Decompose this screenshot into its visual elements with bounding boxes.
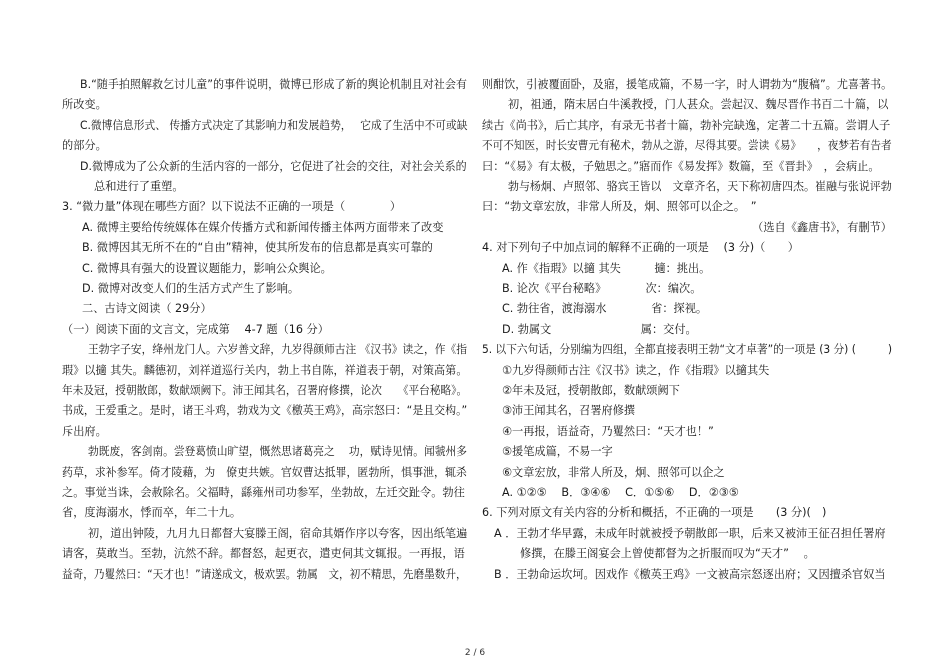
text-line: 药草，求补参军。倚才陵藉，为 僚吏共嫉。官奴曹达抵罪，匿勃所，惧事泄，辄杀 xyxy=(62,465,467,479)
text-line: 续古《尚书》，后亡其序，有录无书者十篇，勃补完缺逸，定著二十五篇。尝谓人子 xyxy=(482,118,891,132)
text-line: 修撰，在滕王阁宴会上曾使都督为之折服而叹为“天才” 。 xyxy=(520,547,815,561)
text-line: ③沛王闻其名，召署府修撰 xyxy=(502,404,636,418)
text-line: 4. 对下列句子中加点词的解释不正确的一项是 (3 分)（ ） xyxy=(482,241,799,255)
text-line: 二、古诗文阅读（ 29分） xyxy=(82,302,212,316)
text-line: 益奇，乃矍然曰：“天才也！”请遂成文，极欢罢。勃属 文，初不精思，先磨墨数升， xyxy=(62,567,467,581)
text-line: C.微博信息形式、 传播方式决定了其影响力和发展趋势， 它成了生活中不可或缺 xyxy=(80,118,468,132)
text-line: A ．王勃才华早露，未成年时就被授予朝散郎一职，后来又被沛王征召担任署府 xyxy=(494,526,886,540)
text-line: ⑤援笔成篇，不易一字 xyxy=(502,445,613,459)
text-line: （选自《鑫唐书》，有删节） xyxy=(752,220,892,234)
text-line: 则酣饮，引被覆面卧，及寤，援笔成篇，不易一字，时人谓勃为“腹稿”。尤喜著书。 xyxy=(482,78,893,91)
text-line: 初，道出钟陵，九月九日都督大宴滕王阁，宿命其婿作序以夸客，因出纸笔遍 xyxy=(88,526,468,540)
text-line: ⑥文章宏放，非常人所及，炯、照邻可以企之 xyxy=(502,465,725,479)
text-line: 6. 下列对原文有关内容的分析和概括，不正确的一项是 (3 分)( ) xyxy=(482,506,827,520)
text-line: 曰：“《易》有太极，子勉思之。”寤而作《易发挥》数篇，至《晋卦》 ，会病止。 xyxy=(482,159,880,173)
text-line: 省，度海溺水，悸而卒，年二十九。 xyxy=(62,506,242,520)
text-line: C. 勃往省，渡海溺水 省：探视。 xyxy=(502,302,708,316)
text-line: 斥出府。 xyxy=(62,424,107,438)
text-line: 5. 以下六句话，分别编为四组，全都直接表明王勃“文才卓著”的一项是 (3 分) ( ) xyxy=(482,343,893,357)
text-line: 总和进行了重塑。 xyxy=(94,180,184,193)
text-line: D. 勃属文 属：交付。 xyxy=(502,322,697,336)
text-line: 请客，莫敢当。至勃，沆然不辞。都督怒，起更衣，遣吏伺其文辄报。一再报，语 xyxy=(62,547,465,561)
text-line: 勃与杨炯、卢照邻、骆宾王皆以 文章齐名，天下称初唐四杰。崔融与张说评勃 xyxy=(508,180,892,193)
text-line: 王勃字子安，绛州龙门人。六岁善文辞，九岁得颜师古注 《汉书》读之，作《指 xyxy=(88,343,467,357)
text-line: B. 论次《平台秘略》 次：编次。 xyxy=(502,282,702,295)
text-line: （一）阅读下面的文言文，完成第 4-7 题（16 分） xyxy=(62,322,329,336)
page-number: 2 / 6 xyxy=(464,648,486,658)
text-line: 书成，王爱重之。是时，诸王斗鸡，勃戏为文《檄英王鸡》，高宗怒曰：“是且交构。” xyxy=(62,404,468,418)
text-line: 初，祖通，隋末居白牛溪教授，门人甚众。尝起汉、魏尽晋作书百二十篇，以 xyxy=(508,98,889,112)
text-line: B. 微博因其无所不在的“自由”精神，使其所发布的信息都是真实可靠的 xyxy=(82,241,433,255)
text-line: C. 微博具有强大的设置议题能力，影响公众舆论。 xyxy=(82,261,332,275)
text-line: D.微博成为了公众新的生活内容的一部分，它促进了社会的交往，对社会关系的 xyxy=(80,159,467,173)
text-line: B.“随手拍照解救乞讨儿童”的事件说明，微博已形成了新的舆论机制且对社会有 xyxy=(80,78,467,91)
text-line: 的部分。 xyxy=(62,139,107,153)
text-line: A. 微博主要给传统媒体在媒介传播方式和新闻传播主体两方面带来了改变 xyxy=(82,220,444,234)
text-line: 不可不知医，时长安曹元有秘术，勃从之游，尽得其要。尝读《易》 ，夜梦若有告者 xyxy=(482,139,892,153)
text-line: 曰：“勃文章宏放，非常人所及，炯、照邻可以企之。 ” xyxy=(482,200,757,214)
text-line: B ．王勃命运坎坷。因戏作《檄英王鸡》一文被高宗怒逐出府；又因擅杀官奴当 xyxy=(494,567,886,581)
text-line: ④一再报，语益奇，乃矍然曰：“天才也！” xyxy=(502,424,714,438)
text-line: 瑕》以擿 其失。麟德初，刘祥道巡行关内，勃上书自陈，祥道表于朝，对策高第。 xyxy=(62,363,468,377)
text-line: A. ①②⑤ B．③④⑥ C．①⑤⑥ D．②③⑤ xyxy=(502,486,739,499)
text-line: 所改变。 xyxy=(62,98,107,112)
text-line: 3. “微力量”体现在哪些方面？以下说法不正确的一项是（ ） xyxy=(62,200,402,214)
text-line: 之。事觉当诛，会赦除名。父福畤，繇雍州司功参军，坐勃故，左迁交趾令。勃往 xyxy=(62,486,465,499)
text-line: ①九岁得颜师古注《汉书》读之，作《指瑕》以擿其失 xyxy=(502,363,770,377)
text-line: 勃既废，客剑南。尝登葛愤山旷望，慨然思诸葛亮之 功，赋诗见情。闻虢州多 xyxy=(88,445,467,459)
text-line: D. 微博对改变人们的生活方式产生了影响。 xyxy=(82,282,300,295)
text-line: ②年未及冠，授朝散郎，数献颂阙下 xyxy=(502,384,680,397)
text-line: A. 作《指瑕》以擿 其失 擿：挑出。 xyxy=(502,261,711,275)
text-line: 年未及冠，授朝散郎，数献颂阙下。沛王闻其名，召署府修撰，论次 《平台秘略》。 xyxy=(62,384,468,397)
